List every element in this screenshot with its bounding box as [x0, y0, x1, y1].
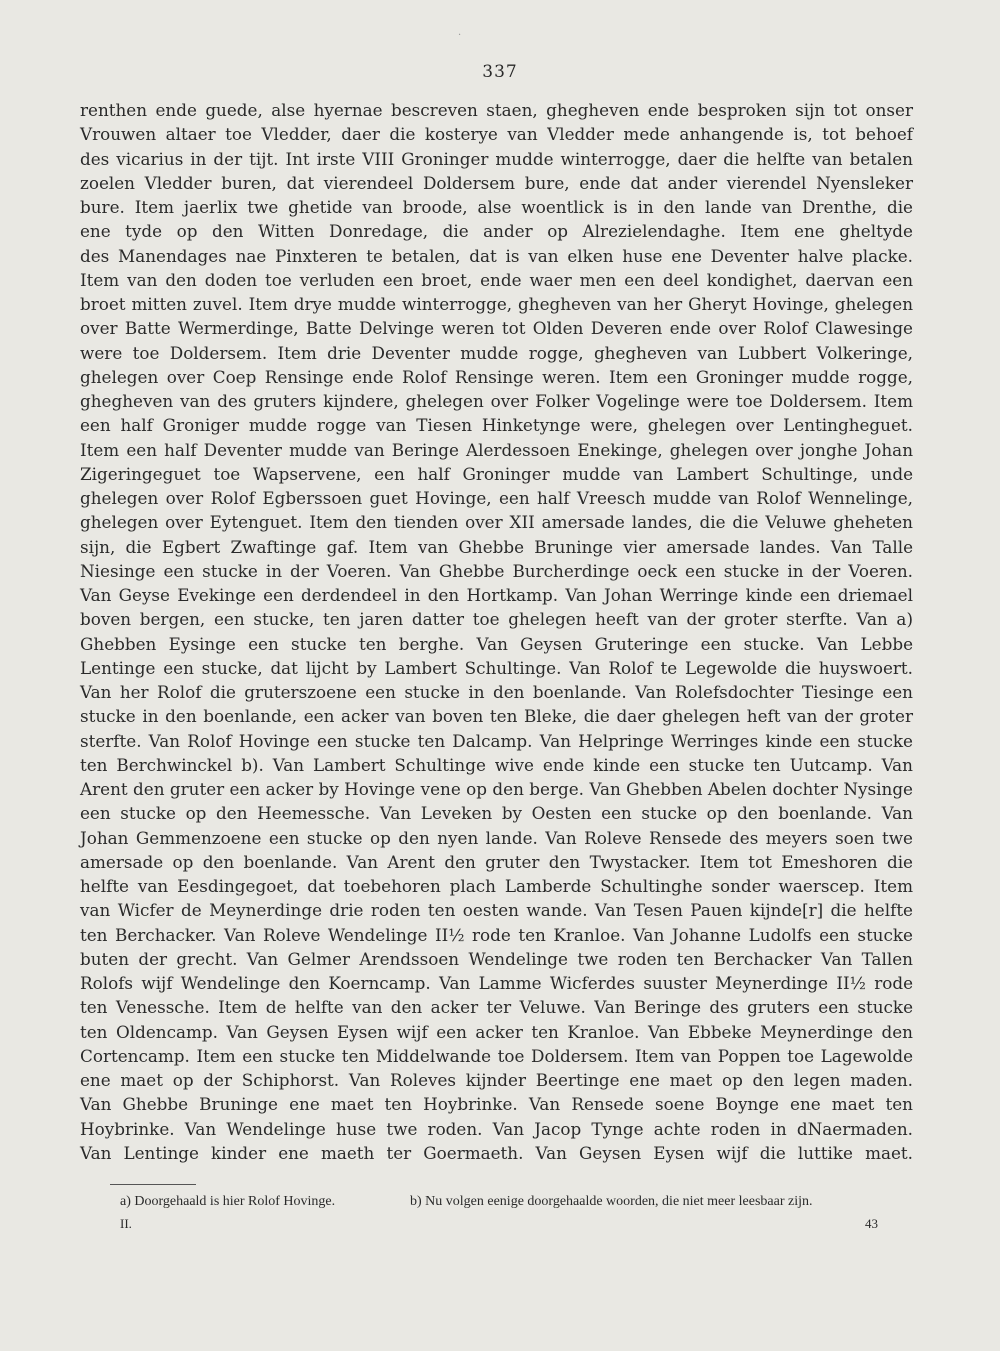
body-line: zoelen Vledder buren, dat vierendeel Doldersem bure, ende dat ander vierendel Nyensleker — [80, 172, 913, 193]
body-line: een stucke op den Heemessche. Van Leveken by Oesten een stucke op den boenlande. Van — [80, 803, 913, 824]
body-line: Niesinge een stucke in der Voeren. Van Ghebbe Burcherdinge oeck een stucke in der Voeren. — [80, 560, 913, 581]
body-line: stucke in den boenlande, een acker van boven ten Bleke, die daer ghelegen heft van der groter — [80, 706, 913, 727]
body-line: sterfte. Van Rolof Hovinge een stucke ten Dalcamp. Van Helpringe Werringes kinde een stucke — [80, 730, 913, 751]
body-line: ten Berchacker. Van Roleve Wendelinge II½ rode ten Kranloe. Van Johanne Ludolfs een stucke — [80, 924, 913, 945]
body-line: Johan Gemmenzoene een stucke op den nyen lande. Van Roleve Rensede des meyers soen twe — [80, 827, 913, 848]
body-line: Ghebben Eysinge een stucke ten berghe. Van Geysen Gruteringe een stucke. Van Lebbe — [80, 633, 913, 654]
body-line: Rolofs wijf Wendelinge den Koerncamp. Van Lamme Wicferdes suuster Meynerdinge II½ rode — [80, 973, 913, 993]
body-line: Vrouwen altaer toe Vledder, daer die kosterye van Vledder mede anhangende is, tot behoef — [80, 124, 913, 145]
body-line: ghelegen over Eytenguet. Item den tienden over XII amersade landes, die die Veluwe gheheten — [80, 512, 913, 533]
body-line: buten der grecht. Van Gelmer Arendssoen Wendelinge twe roden ten Berchacker Van Tallen — [80, 948, 913, 969]
body-line: Arent den gruter een acker by Hovinge vene op den berge. Van Ghebben Abelen dochter Nysinge — [80, 779, 913, 799]
body-line: een half Groniger mudde rogge van Tiesen Hinketynge were, ghelegen over Lentingheguet. — [80, 415, 913, 436]
body-line: ten Berchwinckel b). Van Lambert Schultinge wive ende kinde een stucke ten Uutcamp. Van — [80, 754, 913, 775]
body-line: boven bergen, een stucke, ten jaren datter toe ghelegen heeft van der groter sterfte. Van a) — [80, 609, 913, 630]
body-line: Van her Rolof die gruterszoene een stucke in den boenlande. Van Rolefsdochter Tiesinge een — [80, 682, 913, 702]
body-line: were toe Doldersem. Item drie Deventer mudde rogge, ghegheven van Lubbert Volkeringe, — [80, 342, 913, 363]
body-line: Lentinge een stucke, dat lijcht by Lambert Schultinge. Van Rolof te Legewolde die huyswoert. — [80, 657, 913, 678]
body-line: ghelegen over Rolof Egberssoen guet Hovinge, een half Vreesch mudde van Rolof Wennelinge, — [80, 488, 913, 508]
body-line: Item van den doden toe verluden een broet, ende waer men een deel kondighet, daervan een — [80, 269, 913, 290]
page-speck: · — [458, 30, 462, 41]
body-line: bure. Item jaerlix twe ghetide van broode, alse woentlick is in den lande van Drenthe, die — [80, 197, 913, 217]
body-line: renthen ende guede, alse hyernae bescreven staen, ghegheven ende besproken sijn tot onser — [80, 100, 913, 120]
folio-number: 43 — [865, 1216, 878, 1231]
body-line: van Wicfer de Meynerdinge drie roden ten oesten wande. Van Tesen Pauen kijnde[r] die helfte — [80, 900, 913, 921]
body-line: broet mitten zuvel. Item drye mudde winterrogge, ghegheven van her Gheryt Hovinge, ghelegen — [80, 294, 913, 314]
body-line: Van Lentinge kinder ene maeth ter Goermaeth. Van Geysen Eysen wijf die luttike maet. — [80, 1142, 913, 1163]
body-line: ten Venessche. Item de helfte van den acker ter Veluwe. Van Beringe des gruters een stucke — [80, 997, 913, 1018]
body-line: ene tyde op den Witten Donredage, die ander op Alrezielendaghe. Item ene gheltyde — [80, 221, 913, 242]
body-line: Zigeringeguet toe Wapservene, een half Groninger mudde van Lambert Schultinge, unde — [80, 463, 913, 484]
body-line: Van Geyse Evekinge een derdendeel in den Hortkamp. Van Johan Werringe kinde een driemael — [80, 585, 913, 605]
signature-mark: II. — [120, 1216, 132, 1231]
body-line: Item een half Deventer mudde van Beringe Alerdessoen Enekinge, ghelegen over jonghe Johan — [80, 439, 913, 460]
body-line: helfte van Eesdingegoet, dat toebehoren plach Lamberde Schultinghe sonder waerscep. Item — [80, 876, 913, 896]
body-line: ene maet op der Schiphorst. Van Roleves kijnder Beertinge ene maet op den legen maden. — [80, 1070, 913, 1090]
footnote-a: a) Doorgehaald is hier Rolof Hovinge. — [120, 1194, 336, 1209]
body-line: sijn, die Egbert Zwaftinge gaf. Item van Ghebbe Bruninge vier amersade landes. Van Talle — [80, 536, 913, 557]
footnote-rule — [110, 1184, 196, 1185]
body-line: over Batte Wermerdinge, Batte Delvinge weren tot Olden Deveren ende over Rolof Clawesinge — [80, 318, 913, 339]
body-line: Hoybrinke. Van Wendelinge huse twe roden. Van Jacop Tynge achte roden in dNaermaden. — [80, 1118, 913, 1139]
body-line: Cortencamp. Item een stucke ten Middelwande toe Doldersem. Item van Poppen toe Lagewolde — [80, 1045, 913, 1066]
footnote-b: b) Nu volgen eenige doorgehaalde woorden, die niet meer leesbaar zijn. — [410, 1194, 813, 1209]
body-line: amersade op den boenlande. Van Arent den gruter den Twystacker. Item tot Emeshoren die — [80, 851, 913, 872]
body-line: ten Oldencamp. Van Geysen Eysen wijf een acker ten Kranloe. Van Ebbeke Meynerdinge den — [80, 1021, 913, 1042]
body-line: ghegheven van des gruters kijndere, ghelegen over Folker Vogelinge were toe Doldersem. Item — [80, 391, 913, 411]
page-number: 337 — [482, 62, 518, 82]
body-line: des Manendages nae Pinxteren te betalen, dat is van elken huse ene Deventer halve placke. — [80, 245, 913, 266]
footnotes — [120, 1194, 910, 1232]
body-line: ghelegen over Coep Rensinge ende Rolof Rensinge weren. Item een Groninger mudde rogge, — [80, 366, 913, 387]
body-line: des vicarius in der tijt. Int irste VIII Groninger mudde winterrogge, daer die helfte van betalen — [80, 148, 913, 169]
body-line: Van Ghebbe Bruninge ene maet ten Hoybrinke. Van Rensede soene Boynge ene maet ten — [80, 1094, 913, 1115]
body-text — [80, 98, 913, 1165]
